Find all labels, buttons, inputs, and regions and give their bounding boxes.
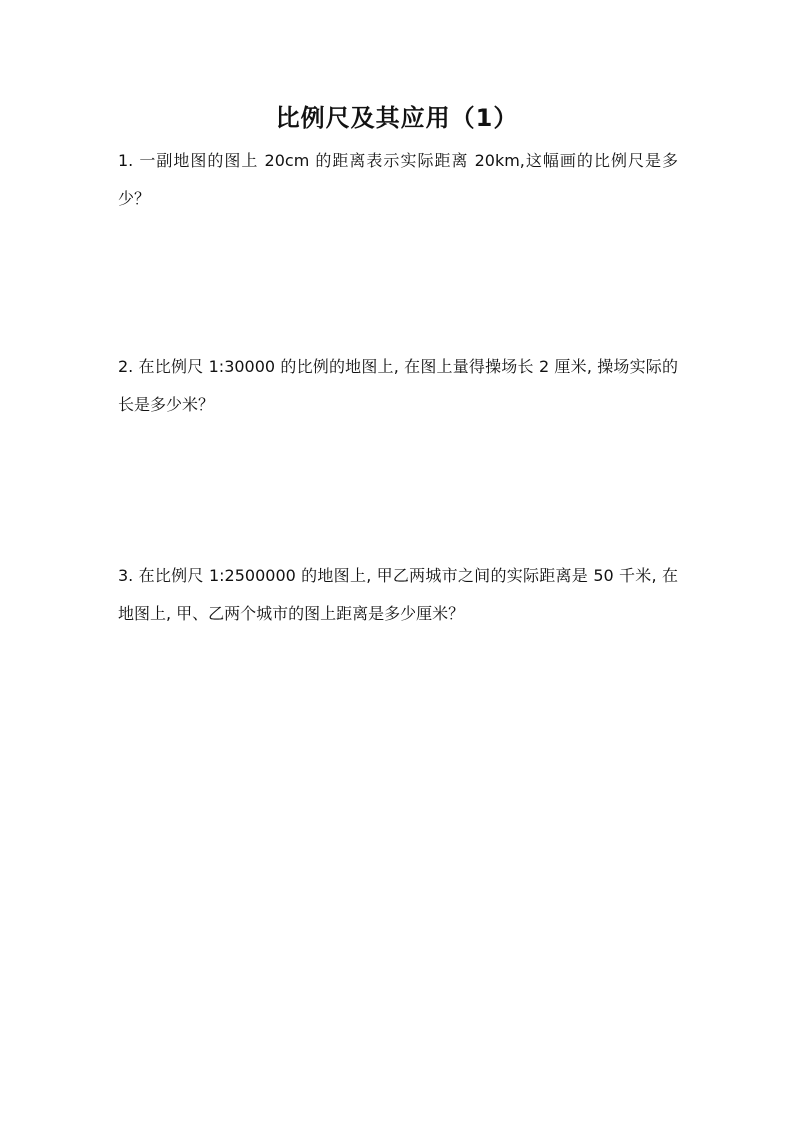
question-1: 1. 一副地图的图上 20cm 的距离表示实际距离 20km,这幅画的比例尺是多少？ [118, 151, 678, 208]
page-title: 比例尺及其应用（1） [275, 104, 519, 132]
question-3: 3. 在比例尺 1:2500000 的地图上, 甲乙两城市之间的实际距离是 50 千米, 在地图上, 甲、乙两个城市的图上距离是多少厘米？ [118, 566, 678, 623]
question-2: 2. 在比例尺 1:30000 的比例的地图上, 在图上量得操场长 2 厘米, 操场实际的长是多少米？ [118, 357, 678, 414]
